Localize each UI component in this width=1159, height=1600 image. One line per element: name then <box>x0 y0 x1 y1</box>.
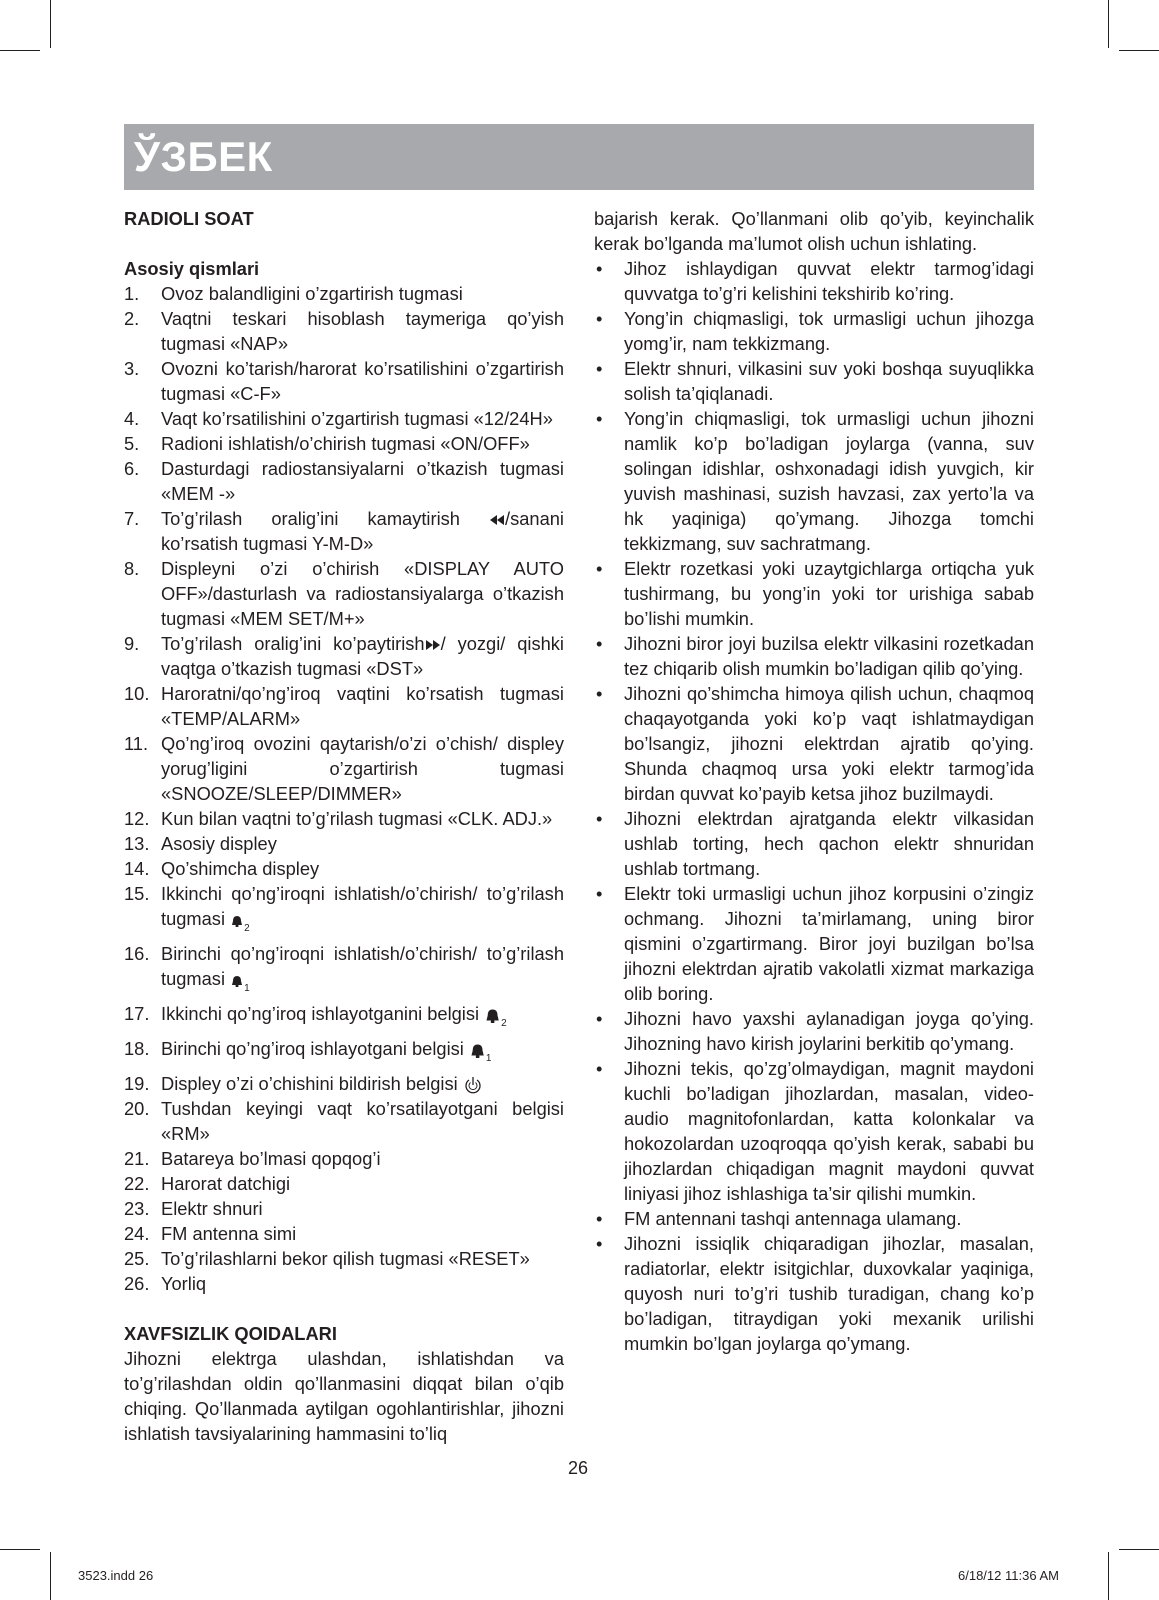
list-item: 24. FM antenna simi <box>124 1223 297 1244</box>
alarm-index: 1 <box>244 983 250 994</box>
parts-heading: Asosiy qismlari <box>124 258 260 279</box>
crop-mark <box>1119 1549 1159 1550</box>
footer-file: 3523.indd 26 <box>78 1568 154 1583</box>
alarm-index: 2 <box>501 1018 507 1029</box>
safety-heading: XAVFSIZLIK QOIDALARI <box>124 1323 337 1344</box>
list-item: 20. Tushdan keyingi vaqt ko’rsatilayotgani belgisi «RM» <box>124 1098 564 1144</box>
banner-title: ЎЗБЕК <box>134 133 273 180</box>
bullet: • <box>596 308 603 329</box>
list-item: • Jihoz ishlaydigan quvvat elektr tarmog’idagi quvvatga to’g’ri kelishini tekshirib ko’ring. <box>596 258 1034 304</box>
section-title: RADIOLI SOAT <box>124 208 254 229</box>
list-item: 8. Displeyni o’zi o’chirish «DISPLAY AUTO OFF»/dasturlash va radiostansiyalarga o’tkazish tugmasi «MEM SET/M+» <box>124 558 564 629</box>
bullet: • <box>596 558 603 579</box>
list-item: 18. Birinchi qo’ng’iroq ishlayotgani belgisi $_1$ <box>124 1038 492 1064</box>
list-item: 26. Yorliq <box>124 1273 207 1294</box>
list-item: 6. Dasturdagi radiostansiyalarni o’tkazish tugmasi «MEM -» <box>124 458 564 504</box>
list-item: 19. Displey o’zi o’chishini bildirish belgisi <box>124 1071 564 1096</box>
crop-mark <box>0 1549 40 1550</box>
list-item: 1. Ovoz balandligini o’zgartirish tugmasi <box>124 283 463 304</box>
bullet: • <box>596 1233 603 1254</box>
crop-mark <box>1119 50 1159 51</box>
list-item: 12. Kun bilan vaqtni to’g’rilash tugmasi «CLK. ADJ.» <box>124 808 553 829</box>
list-item: • Elektr rozetkasi yoki uzaytgichlarga ortiqcha yuk tushirmang, bu yong’in yoki tor urishiga sabab bo’lishi mumkin. <box>596 558 1034 629</box>
list-item: • Yong’in chiqmasligi, tok urmasligi uchun jihozga yomg’ir, nam tekkizmang. <box>596 308 1034 354</box>
bullet: • <box>596 358 603 379</box>
list-item: • Jihozni issiqlik chiqaradigan jihozlar, masalan, radiatorlar, elektr isitgichlar, duxovkalar yaqiniga, quyosh nuri to’g’ri tushib turadigan, chang ko’p bo’ladigan, titraydigan yoki mexanik urilishi mumkin bo’lgan joylarga qo’ymang. <box>596 1233 1034 1354</box>
crop-mark <box>0 50 40 51</box>
list-item: 3. Ovozni ko’tarish/harorat ko’rsatilishini o’zgartirish tugmasi «C-F» <box>124 358 564 404</box>
safety-rules-list <box>594 256 1034 1356</box>
list-item: • Jihozni qo’shimcha himoya qilish uchun, chaqmoq chaqayotganda yoki ko’p vaqt ishlatmaydigan bo’lsangiz, jihozni elektrdan ajratib qo’ying. Shunda chaqmoq ursa yoki elektr tarmog’ida birdan quvvat ko’payib ketsa jihoz buzilmaydi. <box>596 683 1034 804</box>
list-item: • Jihozni havo yaxshi aylanadigan joyga qo’ying. Jihozning havo kirish joylarini berkitib qo’ymang. <box>596 1008 1034 1054</box>
bullet: • <box>596 633 603 654</box>
list-item: • Elektr shnuri, vilkasini suv yoki boshqa suyuqlikka solish ta’qiqlanadi. <box>596 358 1034 404</box>
safety-intro: Jihozni elektrga ulashdan, ishlatishdan va to’g’rilashdan oldin qo’llanmasini diqqat bilan o’qib chiqing. Qo’llanmada aytilgan ogohlantirishlar, jihozni ishlatish tavsiyalarining hammasini to’liq <box>124 1348 564 1444</box>
bell-icon <box>230 974 243 987</box>
list-item: • Yong’in chiqmasligi, tok urmasligi uchun jihozni namlik ko’p bo’ladigan joylarga (vanna, suv solingan idishlar, oshxonadagi idish yuvgich, kir yuvish mashinasi, suzish havzasi, zax yerto’la va hk yaqiniga) qo’ymang. Jihozga tomchi tekkizmang, suv sachratmang. <box>596 408 1034 554</box>
list-item: 21. Batareya bo’lmasi qopqog’i <box>124 1148 381 1169</box>
list-item: • FM antennani tashqi antennaga ulamang. <box>596 1208 962 1229</box>
list-item: 13. Asosiy displey <box>124 833 277 854</box>
list-item: 11. Qo’ng’iroq ovozini qaytarish/o’zi o’chish/ displey yorug’ligini o’zgartirish tugmasi «SNOOZE/SLEEP/DIMMER» <box>124 733 564 804</box>
alarm-index: 2 <box>244 923 250 934</box>
footer-timestamp: 6/18/12 11:36 AM <box>958 1568 1059 1583</box>
list-item: • Jihozni tekis, qo’zg’olmaydigan, magnit maydoni kuchli bo’ladigan jihozlardan, masalan, video-audio magnitofonlardan, katta kolonkalar va hokozolardan uzoqroqqa qo’yish kerak, sababi bu jihozlardan chiqadigan magnit maydoni quvvat liniyasi jihoz ishlashiga ta’sir qilishi mumkin. <box>596 1058 1034 1204</box>
bullet: • <box>596 808 603 829</box>
list-item: 16. Birinchi qo’ng’iroqni ishlatish/o’chirish/ to’g’rilash tugmasi $_1$ <box>124 943 564 994</box>
list-item: • Elektr toki urmasligi uchun jihoz korpusini o’zingiz ochmang. Jihozni ta’mirlamang, uning biror qismini o’zgartirmang. Biror joyi buzilgan bo’lsa jihozni elektrdan ajratib vakolatli xizmat markaziga olib boring. <box>596 883 1034 1004</box>
bell-icon <box>469 1042 485 1058</box>
crop-mark <box>1108 0 1109 48</box>
list-item: 5. Radioni ishlatish/o’chirish tugmasi «ON/OFF» <box>124 433 530 454</box>
bell-icon <box>484 1007 500 1023</box>
list-item: 2. Vaqtni teskari hisoblash taymeriga qo’yish tugmasi «NAP» <box>124 308 564 354</box>
crop-mark <box>50 1552 51 1600</box>
list-item: 9. To’g’rilash oralig’ini ko’paytirish / yozgi/ qishki vaqtga o’tkazish tugmasi «DST» <box>124 633 564 679</box>
safety-intro-continued: bajarish kerak. Qo’llanmani olib qo’yib, keyinchalik kerak bo’lganda ma’lumot olish uchun ishlating. <box>594 208 1034 254</box>
list-item: • Jihozni elektrdan ajratganda elektr vilkasidan ushlab torting, hech qachon elektr shnuridan ushlab tortmang. <box>596 808 1034 879</box>
page-number: 26 <box>568 1458 589 1478</box>
language-banner <box>124 124 1034 190</box>
right-column <box>594 206 1034 1356</box>
bell-icon <box>230 914 243 927</box>
power-icon <box>463 1075 483 1095</box>
list-item: 4. Vaqt ko’rsatilishini o’zgartirish tugmasi «12/24H» <box>124 408 553 429</box>
list-item: 22. Harorat datchigi <box>124 1173 291 1194</box>
list-item: 17. Ikkinchi qo’ng’iroq ishlayotganini belgisi $_2$ <box>124 1003 507 1029</box>
alarm-index: 1 <box>485 1053 492 1064</box>
list-item: 25. To’g’rilashlarni bekor qilish tugmasi «RESET» <box>124 1248 530 1269</box>
bullet: • <box>596 1058 603 1079</box>
list-item: 23. Elektr shnuri <box>124 1198 263 1219</box>
rewind-icon <box>489 514 505 526</box>
bullet: • <box>596 408 603 429</box>
list-item: 14. Qo’shimcha displey <box>124 858 320 879</box>
list-item: • Jihozni biror joyi buzilsa elektr vilkasini rozetkadan tez chiqarib olish mumkin bo’ladigan qilib qo’ying. <box>596 633 1034 679</box>
crop-mark <box>50 0 51 48</box>
list-item: 15. Ikkinchi qo’ng’iroqni ishlatish/o’chirish/ to’g’rilash tugmasi $_2$ <box>124 883 564 934</box>
bullet: • <box>596 883 603 904</box>
bullet: • <box>596 683 603 704</box>
fast-forward-icon <box>425 639 441 651</box>
bullet: • <box>596 1208 603 1229</box>
list-item: 10. Haroratni/qo’ng’iroq vaqtini ko’rsatish tugmasi «TEMP/ALARM» <box>124 683 564 729</box>
bullet: • <box>596 1008 603 1029</box>
crop-mark <box>1108 1552 1109 1600</box>
left-column <box>124 206 564 1446</box>
parts-list <box>124 281 564 1296</box>
bullet: • <box>596 258 603 279</box>
list-item: 7. To’g’rilash oralig’ini kamaytirish /sanani ko’rsatish tugmasi Y-M-D» <box>124 508 564 554</box>
